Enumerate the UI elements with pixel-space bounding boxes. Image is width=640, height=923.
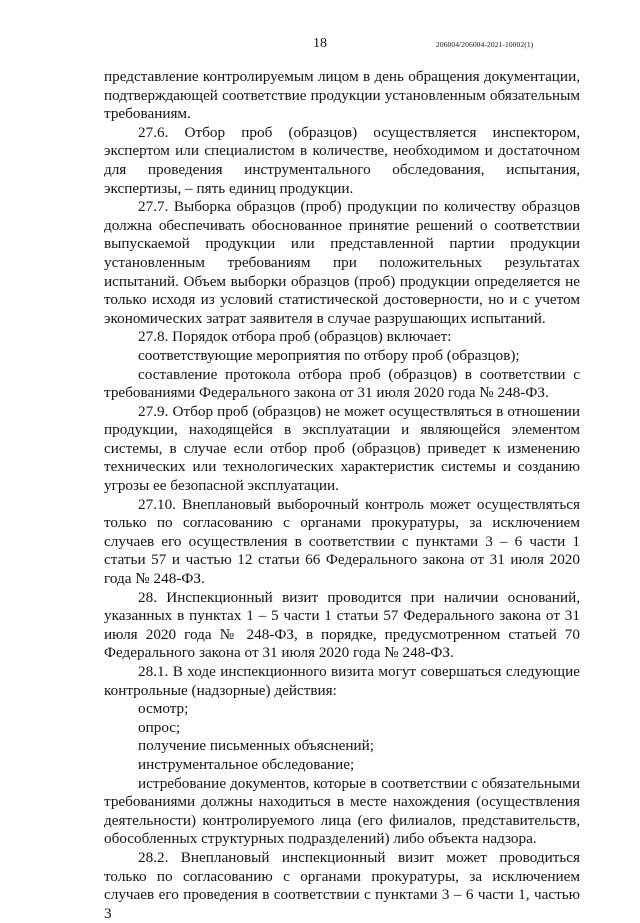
list-item: осмотр; bbox=[138, 700, 189, 718]
paragraph-28-1: 28.1. В ходе инспекционного визита могут совершаться следующие контрольные (надзорные) действия: bbox=[104, 663, 580, 699]
paragraph-27-7: 27.7. Выборка образцов (проб) продукции по количеству образцов должна обеспечивать обоснованное принятие решений о соответствии выпускаемой продукции или представленной партии продукции установленным требованиям при положительных результатах испытаний. Объем выборки образцов (проб) продукции определяется не только исходя из условий статистической достоверности, но и с учетом экономических затрат заявителя в случае разрушающих испытаний. bbox=[104, 198, 580, 327]
paragraph-27-8: 27.8. Порядок отбора проб (образцов) включает: bbox=[138, 328, 452, 346]
paragraph-continuation: представление контролируемым лицом в день обращения документации, подтверждающей соответствие продукции установленным обязательным требованиям. bbox=[104, 68, 580, 123]
document-body bbox=[104, 68, 580, 923]
paragraph-28: 28. Инспекционный визит проводится при наличии оснований, указанных в пунктах 1 – 5 части 1 статьи 57 Федерального закона от 31 июля 2020 года № 248-ФЗ, в порядке, предусмотренном статьей 70 Федерального закона от 31 июля 2020 года № 248-ФЗ. bbox=[104, 588, 580, 662]
paragraph-27-9: 27.9. Отбор проб (образцов) не может осуществляться в отношении продукции, находящейся в эксплуатации и являющейся элементом системы, в случае если отбор проб (образцов) приведет к изменению технических или технологических характеристик системы и созданию угрозы ее безопасной эксплуатации. bbox=[104, 402, 580, 495]
page-number: 18 bbox=[313, 36, 327, 51]
list-item: инструментальное обследование; bbox=[138, 755, 355, 773]
list-item: опрос; bbox=[138, 718, 181, 736]
paragraph-28-2: 28.2. Внеплановый инспекционный визит может проводиться только по согласованию с органами прокуратуры, за исключением случаев его проведения в соответствии с пунктами 3 – 6 части 1, частью 3 bbox=[104, 848, 580, 922]
list-item-documents: истребование документов, которые в соответствии с обязательными требованиями должны находиться в месте нахождения (осуществления деятельности) контролируемого лица (его филиалов, представительств, обособленных структурных подразделений) либо объекта надзора. bbox=[104, 774, 580, 848]
paragraph-27-10: 27.10. Внеплановый выборочный контроль может осуществляться только по согласованию с органами прокуратуры, за исключением случаев его осуществления в соответствии с пунктами 3 – 6 части 1 статьи 57 и частью 12 статьи 66 Федерального закона от 31 июля 2020 года № 248-ФЗ. bbox=[104, 495, 580, 588]
list-item: получение письменных объяснений; bbox=[138, 737, 374, 755]
paragraph-27-8-item-1: соответствующие мероприятия по отбору проб (образцов); bbox=[138, 346, 520, 364]
document-code: 206004/206004-2021-10002(1) bbox=[436, 40, 534, 49]
paragraph-27-8-item-2: составление протокола отбора проб (образцов) в соответствии с требованиями Федерального закона от 31 июля 2020 года № 248-ФЗ. bbox=[104, 365, 580, 402]
paragraph-27-6: 27.6. Отбор проб (образцов) осуществляется инспектором, экспертом или специалистом в количестве, необходимом и достаточном для проведения инструментального обследования, испытания, экспертизы, – пять единиц продукции. bbox=[104, 123, 580, 197]
